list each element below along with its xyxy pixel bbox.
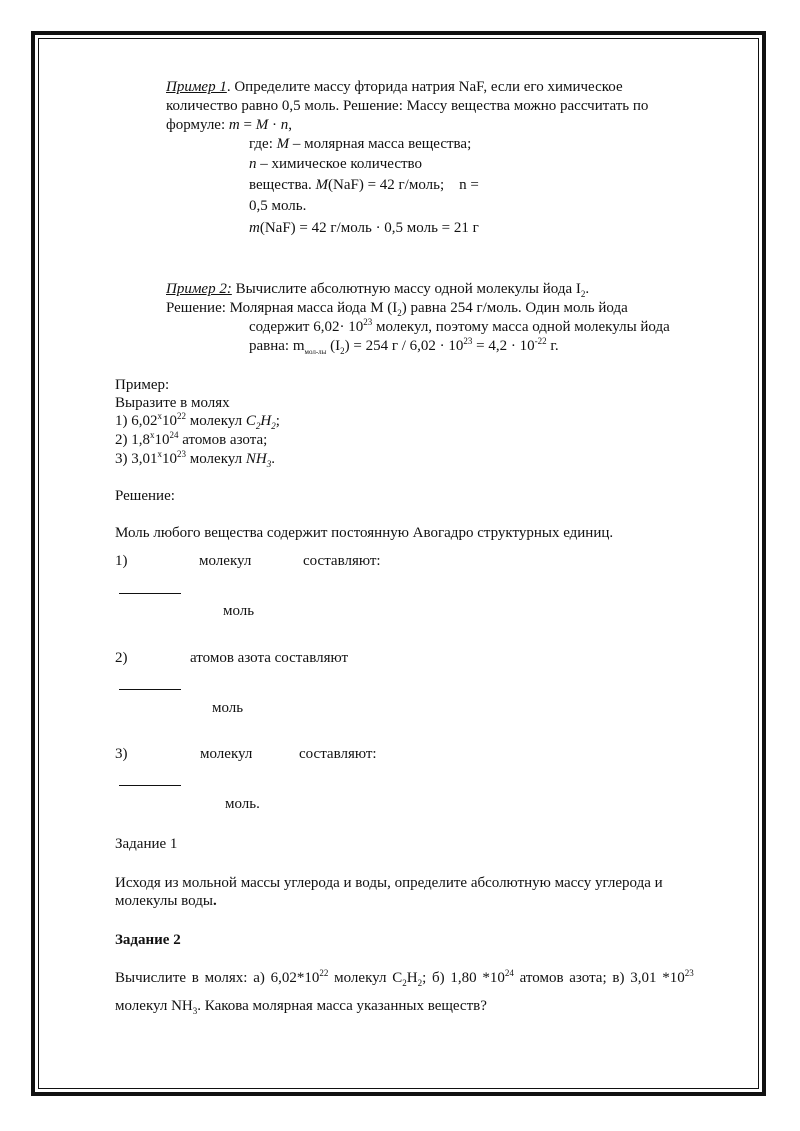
ex3-item-3: 3) $3,01^x10^{23}$ молекул $NH_3$. bbox=[115, 449, 275, 469]
ex3-heading: Пример: bbox=[115, 377, 170, 393]
ex1-where-4: 0,5 моль. bbox=[249, 198, 307, 214]
r2-fraction-line bbox=[119, 689, 181, 690]
ex2-line-2: Решение: Молярная масса йода М $(I_2)$ равна 254 г/моль. Один моль йода bbox=[166, 300, 628, 318]
ex1-line-2: количество равно 0,5 моль. Решение: Массу вещества можно рассчитать по bbox=[166, 98, 649, 114]
r1-word-1: молекул bbox=[199, 553, 252, 569]
task2-line-2: молекул $NH_3$. Какова молярная масса указанных веществ? bbox=[115, 998, 487, 1016]
ex1-where-3: вещества. M(NaF) = 42 г/моль; n = bbox=[249, 177, 479, 193]
task2-line-1: Вычислите в молях: а) $6,02*10^{22}$ молекул $С_2Н_2$; б) 1,80 $*10^{24}$ атомов азота; в) 3,01 $*10^{23}$ bbox=[115, 968, 694, 988]
r2-word-1: атомов азота составляют bbox=[190, 650, 349, 666]
ex3-instruction: Выразите в молях bbox=[115, 395, 230, 411]
ex2-line-1: Пример 2: Вычислите абсолютную массу одной молекулы йода $I_2$. bbox=[166, 281, 590, 299]
r3-word-2: составляют: bbox=[299, 746, 377, 762]
r1-fraction-line bbox=[119, 593, 181, 594]
task1-title: Задание 1 bbox=[115, 836, 178, 852]
r3-word-1: молекул bbox=[200, 746, 253, 762]
r3-mol: моль. bbox=[225, 796, 260, 812]
r2-mol: моль bbox=[212, 700, 244, 716]
r2-number: 2) bbox=[115, 650, 128, 666]
ex1-line-1: Пример 1. Определите массу фторида натрия NaF, если его химическое bbox=[166, 79, 623, 95]
r3-fraction-line bbox=[119, 785, 181, 786]
ex1-where-2: n – химическое количество bbox=[249, 156, 423, 172]
ex3-mole-text: Моль любого вещества содержит постоянную Авогадро структурных единиц. bbox=[115, 525, 614, 541]
ex3-solution-label: Решение: bbox=[115, 488, 175, 504]
ex1-formula: формуле: m = M · n, bbox=[166, 117, 292, 133]
task1-line-2: молекулы воды. bbox=[115, 893, 217, 909]
task2-title: Задание 2 bbox=[115, 932, 181, 948]
ex1-title: Пример 1 bbox=[166, 79, 227, 95]
ex2-line-4: равна: $m_{мол-лы}$ $(I_2) = 254$ $г / 6,02 \cdot 10^{23} = 4,2 \cdot 10^{-22}$ г. bbox=[249, 336, 559, 356]
r1-mol: моль bbox=[223, 603, 255, 619]
r3-number: 3) bbox=[115, 746, 128, 762]
ex2-title: Пример 2: bbox=[166, 281, 232, 297]
ex3-item-2: 2) $1,8^x10^{24}$ атомов азота; bbox=[115, 430, 268, 448]
r1-number: 1) bbox=[115, 553, 128, 569]
task1-line-1: Исходя из мольной массы углерода и воды, определите абсолютную массу углерода и bbox=[115, 875, 663, 891]
ex2-line-3: содержит $6,02\cdot 10^{23}$ молекул, поэтому масса одной молекулы йода bbox=[249, 317, 670, 335]
ex1-answer: m(NaF) = 42 г/моль · 0,5 моль = 21 г bbox=[249, 220, 479, 236]
ex3-item-1: 1) $6,02^x10^{22}$ молекул $C_2H_2$; bbox=[115, 411, 280, 431]
r1-word-2: составляют: bbox=[303, 553, 381, 569]
ex1-where-1: где: M – молярная масса вещества; bbox=[249, 136, 472, 152]
